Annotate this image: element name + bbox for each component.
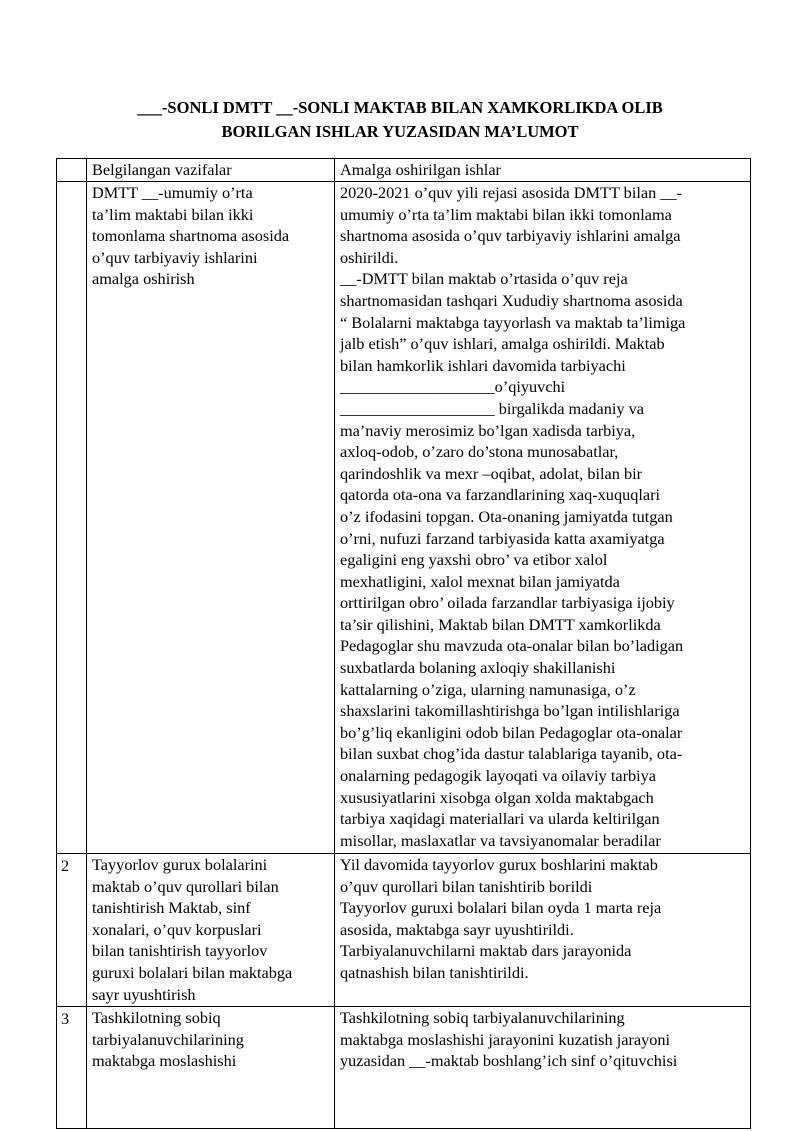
- header-tasks-cell: [87, 159, 335, 182]
- done-line: umumiy o’rta ta’lim maktabi bilan ikki tomonlama: [340, 204, 672, 224]
- task-line: tarbiyalanuvchilarining: [92, 1029, 244, 1049]
- row-number-cell: [57, 182, 87, 854]
- task-line: ta’lim maktabi bilan ikki: [92, 204, 254, 224]
- done-line: onalarning pedagogik layoqati va oilaviy tarbiya: [340, 766, 657, 786]
- table-row: [57, 854, 751, 1007]
- task-line: o’quv tarbiyaviy ishlarini: [92, 247, 258, 267]
- done-line: yuzasidan __-maktab boshlang’ich sinf o’qituvchisi: [340, 1051, 678, 1071]
- done-line: orttirilgan obro’ oilada farzandlar tarbiyasiga ijobiy: [340, 593, 675, 613]
- done-line: mexhatligini, xalol mexnat bilan jamiyatda: [340, 571, 620, 591]
- task-line: xonalari, o’quv korpuslari: [92, 919, 262, 939]
- task-line: sayr uyushtirish: [92, 984, 196, 1004]
- done-line: misollar, maslaxatlar va tavsiyanomalar beradilar: [340, 830, 661, 850]
- done-line: qatorda ota-ona va farzandlarining xaq-xuquqlari: [340, 485, 661, 505]
- done-line: Yil davomida tayyorlov gurux boshlarini maktab: [340, 855, 658, 874]
- done-line: oshirildi.: [340, 247, 399, 267]
- done-line: ___________________o’qiyuvchi: [340, 377, 566, 397]
- header-done-cell: [335, 159, 751, 182]
- done-line: tarbiya xaqidagi materiallari va ularda keltirilgan: [340, 809, 660, 829]
- report-table: [56, 158, 751, 1129]
- done-line: Tashkilotning sobiq tarbiyalanuvchilarining: [340, 1008, 625, 1027]
- table-row: [57, 182, 751, 854]
- done-line: maktabga moslashishi jarayonini kuzatish jarayoni: [340, 1029, 671, 1049]
- row-number-cell: 2: [57, 854, 87, 1007]
- task-line: bilan tanishtirish tayyorlov: [92, 941, 268, 961]
- done-line: Pedagoglar shu mavzuda ota-onalar bilan bo’ladigan: [340, 636, 684, 656]
- title-line: BORILGAN ISHLAR YUZASIDAN MA’LUMOT: [221, 122, 579, 141]
- task-line: amalga oshirish: [92, 269, 195, 289]
- done-cell: [335, 1007, 751, 1129]
- done-line: asosida, maktabga sayr uyushtirildi.: [340, 919, 574, 939]
- done-line: kattalarning o’ziga, ularning namunasiga, o’z: [340, 679, 636, 699]
- done-line: shartnomasidan tashqari Xududiy shartnoma asosida: [340, 290, 683, 310]
- done-line: o’rni, nufuzi farzand tarbiyasida katta axamiyatga: [340, 528, 665, 548]
- task-cell: [87, 182, 335, 854]
- row-number-cell: 3: [57, 1007, 87, 1129]
- done-line: suxbatlarda bolaning axloqiy shakillanishi: [340, 658, 616, 678]
- done-line: bilan suxbat chog’ida dastur talablariga tayanib, ota-: [340, 744, 683, 764]
- task-line: guruxi bolalari bilan maktabga: [92, 962, 293, 982]
- task-line: maktabga moslashishi: [92, 1051, 237, 1071]
- done-line: egaligini eng yaxshi obro’ va etibor xalol: [340, 550, 608, 570]
- done-line: Tayyorlov guruxi bolalari bilan oyda 1 marta reja: [340, 898, 662, 918]
- done-cell: [335, 182, 751, 854]
- done-line: “ Bolalarni maktabga tayyorlash va maktab ta’limiga: [340, 312, 686, 332]
- table-row: [57, 1007, 751, 1129]
- done-cell: [335, 854, 751, 1007]
- task-line: Tayyorlov gurux bolalarini: [92, 855, 268, 874]
- task-line: tomonlama shartnoma asosida: [92, 226, 290, 246]
- done-line: jalb etish” o’quv ishlari, amalga oshirildi. Maktab: [340, 334, 665, 354]
- done-line: ___________________ birgalikda madaniy va: [340, 398, 645, 418]
- done-line: o’quv qurollari bilan tanishtirib borildi: [340, 876, 593, 896]
- done-line: __-DMTT bilan maktab o’rtasida o’quv reja: [340, 269, 628, 289]
- done-line: Tarbiyalanuvchilarni maktab dars jarayonida: [340, 941, 632, 961]
- task-cell: [87, 854, 335, 1007]
- done-line: o’z ifodasini topgan. Ota-onaning jamiyatda tutgan: [340, 506, 673, 526]
- done-line: xususiyatlarini xisobga olgan xolda maktabgach: [340, 787, 654, 807]
- done-line: shaxslarini takomillashtirishga bo’lgan intilishlariga: [340, 701, 680, 721]
- title-line: ___-SONLI DMTT __-SONLI MAKTAB BILAN XAMKORLIKDA OLIB: [137, 98, 663, 117]
- done-line: bilan hamkorlik ishlari davomida tarbiyachi: [340, 355, 626, 375]
- header-tasks-label: Belgilangan vazifalar: [92, 160, 232, 179]
- done-line: qatnashish bilan tanishtirildi.: [340, 962, 529, 982]
- document-title: [60, 96, 740, 144]
- done-line: axloq-odob, o’zaro do’stona munosabatlar,: [340, 442, 619, 462]
- header-number-cell: [57, 159, 87, 182]
- task-line: maktab o’quv qurollari bilan: [92, 876, 279, 896]
- done-line: shartnoma asosida o’quv tarbiyaviy ishlarini amalga: [340, 226, 681, 246]
- task-line: DMTT __-umumiy o’rta: [92, 183, 253, 202]
- done-line: qarindoshlik va mexr –oqibat, adolat, bilan bir: [340, 463, 643, 483]
- done-line: ma’naviy merosimiz bo’lgan xadisda tarbiya,: [340, 420, 636, 440]
- task-cell: [87, 1007, 335, 1129]
- table-header-row: [57, 159, 751, 182]
- done-line: bo’g’liq ekanligini odob bilan Pedagoglar ota-onalar: [340, 722, 683, 742]
- header-done-label: Amalga oshirilgan ishlar: [340, 160, 501, 179]
- task-line: tanishtirish Maktab, sinf: [92, 898, 251, 918]
- done-line: 2020-2021 o’quv yili rejasi asosida DMTT bilan __-: [340, 183, 683, 202]
- done-line: ta’sir qilishini, Maktab bilan DMTT xamkorlikda: [340, 614, 661, 634]
- task-line: Tashkilotning sobiq: [92, 1008, 221, 1027]
